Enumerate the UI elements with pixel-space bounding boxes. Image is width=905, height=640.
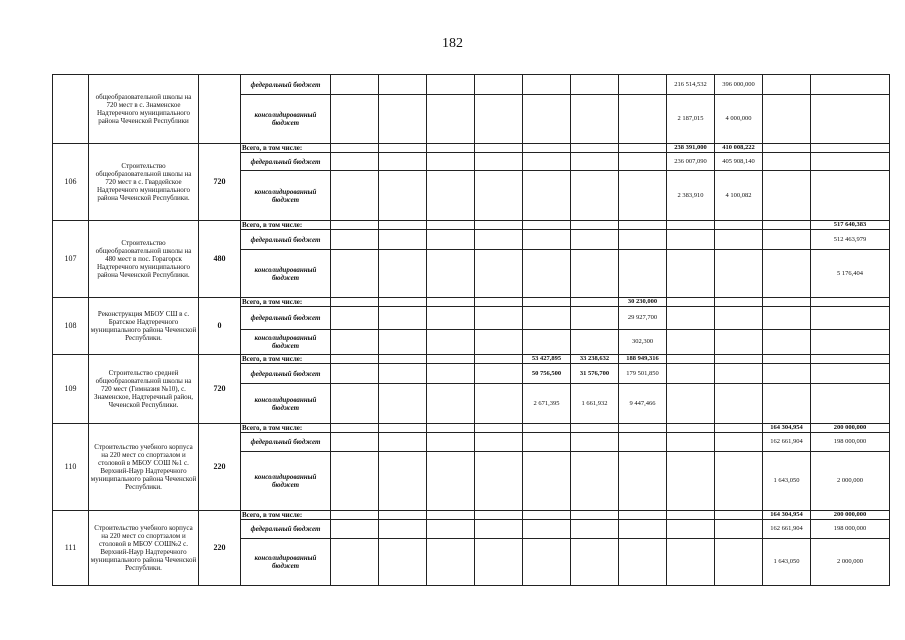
amount-cell	[571, 221, 619, 230]
amount-cell	[475, 171, 523, 221]
amount-cell	[475, 75, 523, 95]
table-row	[53, 298, 890, 307]
amount-cell	[331, 75, 379, 95]
amount-cell: 216 514,532	[667, 75, 715, 95]
amount-cell	[571, 153, 619, 171]
project-number: 110	[53, 424, 89, 511]
amount-cell	[379, 153, 427, 171]
amount-cell	[715, 298, 763, 307]
amount-cell	[331, 384, 379, 424]
amount-cell	[667, 424, 715, 433]
amount-cell	[475, 520, 523, 539]
amount-cell: 4 000,000	[715, 95, 763, 144]
amount-cell	[715, 452, 763, 511]
amount-cell	[571, 520, 619, 539]
amount-cell	[571, 171, 619, 221]
table-row	[53, 355, 890, 364]
amount-cell	[379, 230, 427, 250]
amount-cell	[427, 424, 475, 433]
amount-cell	[763, 144, 811, 153]
amount-cell	[667, 221, 715, 230]
funding-source: Всего, в том числе:	[241, 298, 331, 307]
amount-cell	[523, 95, 571, 144]
amount-cell: 2 187,015	[667, 95, 715, 144]
funding-source: Всего, в том числе:	[241, 355, 331, 364]
amount-cell	[667, 520, 715, 539]
amount-cell	[763, 384, 811, 424]
amount-cell	[427, 452, 475, 511]
amount-cell	[763, 364, 811, 384]
amount-cell	[475, 298, 523, 307]
amount-cell	[427, 75, 475, 95]
amount-cell	[667, 307, 715, 330]
amount-cell	[523, 171, 571, 221]
amount-cell	[379, 433, 427, 452]
table-row	[53, 221, 890, 230]
project-number: 108	[53, 298, 89, 355]
amount-cell	[763, 250, 811, 298]
amount-cell	[379, 511, 427, 520]
amount-cell	[763, 221, 811, 230]
amount-cell	[475, 452, 523, 511]
amount-cell	[331, 95, 379, 144]
amount-cell	[715, 330, 763, 355]
amount-cell: 2 000,000	[811, 452, 890, 511]
amount-cell	[667, 364, 715, 384]
funding-source: федеральный бюджет	[241, 75, 331, 95]
amount-cell	[571, 452, 619, 511]
project-capacity	[199, 75, 241, 144]
amount-cell	[427, 539, 475, 586]
amount-cell	[619, 452, 667, 511]
amount-cell	[811, 307, 890, 330]
amount-cell	[379, 384, 427, 424]
amount-cell	[811, 298, 890, 307]
amount-cell	[619, 95, 667, 144]
funding-source: Всего, в том числе:	[241, 424, 331, 433]
amount-cell	[571, 95, 619, 144]
amount-cell	[379, 171, 427, 221]
amount-cell	[427, 511, 475, 520]
amount-cell: 512 463,979	[811, 230, 890, 250]
amount-cell	[763, 330, 811, 355]
amount-cell	[331, 424, 379, 433]
funding-source: консолидированный бюджет	[241, 171, 331, 221]
amount-cell	[667, 539, 715, 586]
funding-source: Всего, в том числе:	[241, 144, 331, 153]
funding-source: консолидированный бюджет	[241, 539, 331, 586]
amount-cell	[811, 171, 890, 221]
amount-cell	[427, 433, 475, 452]
amount-cell	[523, 433, 571, 452]
amount-cell	[475, 539, 523, 586]
amount-cell	[475, 433, 523, 452]
table-row	[53, 144, 890, 153]
amount-cell	[763, 153, 811, 171]
amount-cell	[667, 330, 715, 355]
amount-cell	[523, 250, 571, 298]
amount-cell	[571, 144, 619, 153]
amount-cell: 31 576,700	[571, 364, 619, 384]
amount-cell	[523, 75, 571, 95]
amount-cell	[427, 171, 475, 221]
amount-cell	[715, 539, 763, 586]
amount-cell	[811, 364, 890, 384]
amount-cell	[475, 355, 523, 364]
amount-cell: 5 176,404	[811, 250, 890, 298]
amount-cell	[523, 452, 571, 511]
amount-cell	[427, 153, 475, 171]
amount-cell	[715, 221, 763, 230]
amount-cell	[715, 424, 763, 433]
amount-cell: 1 643,050	[763, 539, 811, 586]
amount-cell	[811, 384, 890, 424]
amount-cell	[379, 364, 427, 384]
amount-cell	[619, 250, 667, 298]
amount-cell	[475, 221, 523, 230]
amount-cell	[379, 307, 427, 330]
amount-cell	[475, 307, 523, 330]
amount-cell	[523, 511, 571, 520]
amount-cell	[379, 355, 427, 364]
amount-cell	[571, 307, 619, 330]
amount-cell: 29 927,700	[619, 307, 667, 330]
project-number: 109	[53, 355, 89, 424]
funding-source: консолидированный бюджет	[241, 330, 331, 355]
amount-cell	[763, 95, 811, 144]
amount-cell	[475, 95, 523, 144]
amount-cell	[715, 355, 763, 364]
amount-cell	[331, 511, 379, 520]
amount-cell	[331, 221, 379, 230]
amount-cell	[571, 230, 619, 250]
amount-cell	[715, 230, 763, 250]
amount-cell	[763, 307, 811, 330]
amount-cell: 50 756,500	[523, 364, 571, 384]
amount-cell	[379, 298, 427, 307]
amount-cell	[571, 539, 619, 586]
amount-cell	[427, 364, 475, 384]
amount-cell	[427, 250, 475, 298]
amount-cell	[667, 433, 715, 452]
amount-cell	[379, 95, 427, 144]
amount-cell	[331, 144, 379, 153]
amount-cell	[523, 330, 571, 355]
amount-cell	[331, 153, 379, 171]
project-name: общеобразовательной школы на 720 мест в с. Знаменское Надтеречного муниципального района Чеченской Республики	[89, 75, 199, 144]
amount-cell	[331, 330, 379, 355]
amount-cell: 1 661,932	[571, 384, 619, 424]
amount-cell	[811, 75, 890, 95]
page-number: 182	[442, 36, 463, 51]
amount-cell	[427, 95, 475, 144]
amount-cell: 410 008,222	[715, 144, 763, 153]
amount-cell	[523, 230, 571, 250]
amount-cell	[331, 307, 379, 330]
amount-cell	[811, 330, 890, 355]
amount-cell	[379, 424, 427, 433]
amount-cell	[715, 364, 763, 384]
funding-source: федеральный бюджет	[241, 307, 331, 330]
amount-cell	[523, 144, 571, 153]
amount-cell	[427, 230, 475, 250]
project-capacity: 720	[199, 355, 241, 424]
amount-cell	[715, 384, 763, 424]
amount-cell	[667, 384, 715, 424]
table-row	[53, 424, 890, 433]
funding-source: федеральный бюджет	[241, 433, 331, 452]
amount-cell	[571, 330, 619, 355]
amount-cell	[331, 298, 379, 307]
amount-cell	[667, 355, 715, 364]
amount-cell: 1 643,050	[763, 452, 811, 511]
amount-cell	[619, 221, 667, 230]
amount-cell	[331, 452, 379, 511]
amount-cell	[667, 250, 715, 298]
funding-source: федеральный бюджет	[241, 520, 331, 539]
amount-cell	[715, 433, 763, 452]
amount-cell	[571, 424, 619, 433]
amount-cell	[619, 424, 667, 433]
funding-source: федеральный бюджет	[241, 364, 331, 384]
amount-cell	[331, 250, 379, 298]
projects-table	[52, 74, 890, 586]
amount-cell	[715, 511, 763, 520]
amount-cell	[571, 511, 619, 520]
amount-cell	[427, 144, 475, 153]
amount-cell	[475, 230, 523, 250]
amount-cell	[379, 221, 427, 230]
project-capacity: 220	[199, 511, 241, 586]
amount-cell	[811, 144, 890, 153]
amount-cell: 198 000,000	[811, 433, 890, 452]
amount-cell: 164 304,954	[763, 511, 811, 520]
amount-cell: 238 391,000	[667, 144, 715, 153]
funding-source: консолидированный бюджет	[241, 95, 331, 144]
funding-source: консолидированный бюджет	[241, 250, 331, 298]
project-name: Строительство общеобразовательной школы на 480 мест в пос. Горагорск Надтеречного муниципального района Чеченской Республики.	[89, 221, 199, 298]
amount-cell: 198 000,000	[811, 520, 890, 539]
amount-cell	[667, 230, 715, 250]
amount-cell	[523, 153, 571, 171]
funding-source: консолидированный бюджет	[241, 452, 331, 511]
amount-cell	[763, 355, 811, 364]
amount-cell	[667, 511, 715, 520]
project-number	[53, 75, 89, 144]
amount-cell	[715, 250, 763, 298]
project-name: Строительство средней общеобразовательной школы на 720 мест (Гимназия №10), с. Знаменское, Надтеречный район, Чеченской Республики.	[89, 355, 199, 424]
table-row	[53, 75, 890, 95]
funding-source: консолидированный бюджет	[241, 384, 331, 424]
amount-cell	[475, 511, 523, 520]
amount-cell	[523, 520, 571, 539]
funding-source: Всего, в том числе:	[241, 221, 331, 230]
amount-cell	[667, 298, 715, 307]
table-row	[53, 511, 890, 520]
amount-cell	[331, 520, 379, 539]
project-capacity: 220	[199, 424, 241, 511]
amount-cell	[811, 153, 890, 171]
amount-cell	[667, 452, 715, 511]
amount-cell	[763, 171, 811, 221]
amount-cell	[811, 355, 890, 364]
amount-cell	[379, 144, 427, 153]
amount-cell	[475, 250, 523, 298]
amount-cell	[619, 511, 667, 520]
project-name: Строительство общеобразовательной школы на 720 мест в с. Гвардейское Надтеречного муниципального района Чеченской Республики.	[89, 144, 199, 221]
amount-cell	[427, 298, 475, 307]
amount-cell	[427, 520, 475, 539]
amount-cell	[331, 171, 379, 221]
amount-cell: 396 000,000	[715, 75, 763, 95]
amount-cell	[571, 298, 619, 307]
amount-cell	[331, 355, 379, 364]
project-name: Реконструкция МБОУ СШ в с. Братское Надтеречного муниципального района Чеченской Республики.	[89, 298, 199, 355]
amount-cell	[523, 539, 571, 586]
amount-cell: 4 100,082	[715, 171, 763, 221]
amount-cell	[571, 250, 619, 298]
amount-cell	[619, 520, 667, 539]
amount-cell	[475, 384, 523, 424]
amount-cell	[715, 307, 763, 330]
funding-source: федеральный бюджет	[241, 230, 331, 250]
amount-cell	[763, 75, 811, 95]
amount-cell: 200 000,000	[811, 511, 890, 520]
amount-cell: 517 640,383	[811, 221, 890, 230]
amount-cell	[571, 75, 619, 95]
amount-cell	[763, 230, 811, 250]
amount-cell: 179 501,850	[619, 364, 667, 384]
amount-cell	[715, 520, 763, 539]
amount-cell	[811, 95, 890, 144]
amount-cell	[427, 221, 475, 230]
amount-cell	[427, 307, 475, 330]
amount-cell: 162 661,904	[763, 433, 811, 452]
amount-cell: 30 230,000	[619, 298, 667, 307]
project-capacity: 720	[199, 144, 241, 221]
amount-cell	[427, 355, 475, 364]
amount-cell	[619, 75, 667, 95]
amount-cell: 33 238,632	[571, 355, 619, 364]
funding-source: федеральный бюджет	[241, 153, 331, 171]
project-name: Строительство учебного корпуса на 220 мест со спортзалом и столовой в МБОУ СОШ №1 с. Верхний-Наур Надтеречного муниципального района Чеченской Республики.	[89, 424, 199, 511]
amount-cell	[427, 384, 475, 424]
amount-cell	[331, 433, 379, 452]
amount-cell	[523, 221, 571, 230]
amount-cell	[523, 298, 571, 307]
amount-cell	[619, 153, 667, 171]
amount-cell	[619, 144, 667, 153]
amount-cell	[475, 144, 523, 153]
amount-cell: 188 949,316	[619, 355, 667, 364]
amount-cell	[619, 539, 667, 586]
amount-cell	[427, 330, 475, 355]
amount-cell	[571, 433, 619, 452]
amount-cell	[763, 298, 811, 307]
project-number: 107	[53, 221, 89, 298]
amount-cell	[379, 520, 427, 539]
amount-cell	[379, 539, 427, 586]
amount-cell	[619, 230, 667, 250]
amount-cell	[331, 364, 379, 384]
funding-source: Всего, в том числе:	[241, 511, 331, 520]
project-capacity: 0	[199, 298, 241, 355]
amount-cell	[523, 424, 571, 433]
amount-cell: 162 661,904	[763, 520, 811, 539]
amount-cell	[475, 424, 523, 433]
project-number: 106	[53, 144, 89, 221]
amount-cell	[331, 539, 379, 586]
project-name: Строительство учебного корпуса на 220 мест со спортзалом и столовой в МБОУ СОШ№2 с. Верхний-Наур Надтеречного муниципального района Чеченской Республики.	[89, 511, 199, 586]
project-number: 111	[53, 511, 89, 586]
amount-cell	[331, 230, 379, 250]
amount-cell	[523, 307, 571, 330]
amount-cell: 53 427,895	[523, 355, 571, 364]
amount-cell	[475, 330, 523, 355]
amount-cell: 2 383,910	[667, 171, 715, 221]
amount-cell: 302,300	[619, 330, 667, 355]
amount-cell: 9 447,466	[619, 384, 667, 424]
amount-cell: 200 000,000	[811, 424, 890, 433]
amount-cell	[379, 75, 427, 95]
amount-cell	[475, 153, 523, 171]
amount-cell: 164 304,954	[763, 424, 811, 433]
amount-cell	[379, 250, 427, 298]
amount-cell	[619, 171, 667, 221]
amount-cell: 236 007,090	[667, 153, 715, 171]
amount-cell	[619, 433, 667, 452]
amount-cell	[379, 330, 427, 355]
amount-cell	[379, 452, 427, 511]
project-capacity: 480	[199, 221, 241, 298]
amount-cell: 2 000,000	[811, 539, 890, 586]
amount-cell	[475, 364, 523, 384]
amount-cell: 2 671,395	[523, 384, 571, 424]
amount-cell: 405 908,140	[715, 153, 763, 171]
